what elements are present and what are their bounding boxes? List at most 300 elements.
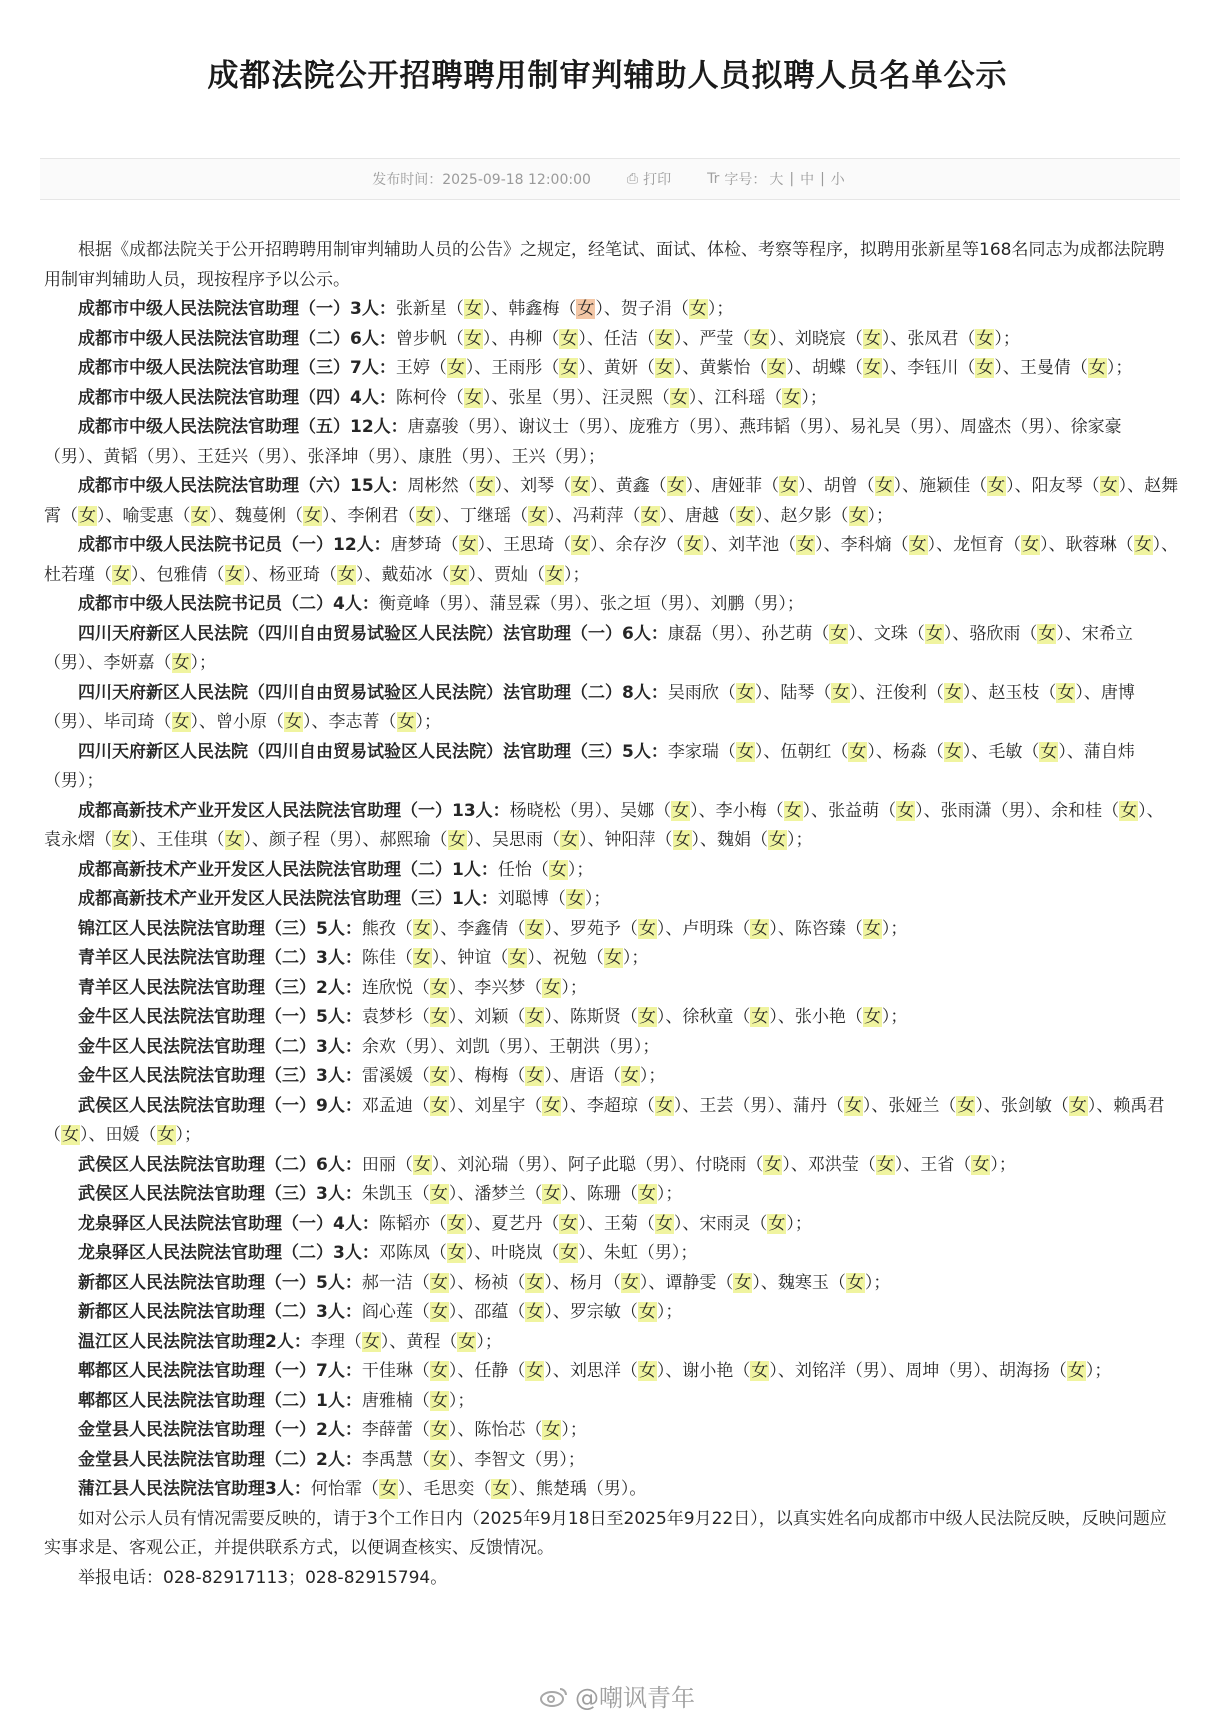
candidate-gender: 女 [769, 830, 786, 850]
candidate-name: 王兴 [511, 446, 546, 467]
candidate-gender: 女 [1100, 476, 1118, 496]
candidate-name: 赵舞霄 [44, 476, 1179, 526]
candidate-gender: 女 [846, 1272, 864, 1293]
candidate-gender: 女 [464, 299, 482, 319]
candidate-name: 冯莉萍 [572, 505, 624, 526]
court-position: 金堂县人民法院法官助理（二）2人： [78, 1449, 362, 1470]
candidate-gender: 女 [638, 1184, 656, 1204]
court-position: 四川天府新区人民法院（四川自由贸易试验区人民法院）法官助理（三）5人： [78, 741, 668, 762]
candidate-gender: 女 [751, 1007, 769, 1027]
court-position: 青羊区人民法院法官助理（二）3人： [78, 948, 362, 968]
candidate-name: 钟谊 [457, 948, 492, 968]
candidate-gender: 女 [572, 535, 590, 555]
candidate-gender: 女 [304, 505, 321, 526]
court-group: 金堂县人民法院法官助理（一）2人：李薛蕾（女）、陈怡芯（女）； [78, 1420, 587, 1440]
candidate-name: 李鑫倩 [457, 918, 509, 939]
candidate-gender: 女 [79, 505, 96, 526]
candidate-name: 郝一洁 [361, 1272, 413, 1293]
candidate-name: 周坤 [905, 1361, 940, 1381]
candidate-name: 陈怡芯 [474, 1420, 526, 1440]
candidate-name: 刘晓宸 [794, 328, 846, 349]
candidate-name: 王省 [920, 1154, 955, 1175]
candidate-gender: 女 [638, 918, 656, 939]
candidate-name: 黄程 [406, 1331, 441, 1352]
candidate-gender: 女 [430, 1449, 448, 1470]
candidate-name: 连欣悦 [361, 977, 413, 998]
candidate-name: 骆欣雨 [969, 623, 1021, 644]
candidate-gender: 女 [655, 1095, 673, 1116]
candidate-gender: 女 [338, 564, 355, 585]
candidate-gender: 女 [566, 889, 584, 909]
intro-paragraph: 根据《成都法院关于公开招聘聘用制审判辅助人员的公告》之规定，经笔试、面试、体检、考察等程序，拟聘用张新星等168名同志为成都法院聘用制审判辅助人员，现按程序予以公示。 [44, 240, 1165, 290]
court-group: 四川天府新区人民法院（四川自由贸易试验区人民法院）法官助理（一）6人：康磊（男）、孙艺萌（女）、文珠（女）、骆欣雨（女）、宋希立（男）、李妍嘉（女）； [44, 623, 1133, 673]
court-position: 青羊区人民法院法官助理（三）2人： [78, 977, 362, 998]
candidate-gender: 男 [718, 623, 736, 644]
font-size-small[interactable]: 小 [830, 172, 845, 188]
candidate-name: 张益萌 [828, 800, 880, 821]
candidate-name: 施颖佳 [919, 476, 971, 496]
candidate-name: 黄韬 [103, 446, 138, 467]
court-group: 四川天府新区人民法院（四川自由贸易试验区人民法院）法官助理（二）8人：吴雨欣（女）、陆琴（女）、汪俊利（女）、赵玉枝（女）、唐博（男）、毕司琦（女）、曾小原（女）、李志菁（女）； [44, 682, 1135, 732]
article-body [44, 236, 1180, 1593]
court-group: 成都市中级人民法院法官助理（五）12人：唐嘉骏（男）、谢议士（男）、庞雅方（男）、燕玮韬（男）、易礼昊（男）、周盛杰（男）、徐家豪（男）、黄韬（男）、王廷兴（男）、张泽坤（男）、康胜（男）、王兴（男）； [44, 417, 1122, 467]
font-size-medium[interactable]: 中 [800, 172, 815, 188]
candidate-gender: 女 [464, 387, 482, 408]
court-position: 温江区人民法院法官助理2人： [78, 1331, 311, 1352]
candidate-name: 谭静雯 [665, 1272, 717, 1293]
candidate-gender: 女 [1088, 358, 1106, 378]
court-group: 新都区人民法院法官助理（二）3人：阎心莲（女）、邵蕴（女）、罗宗敏（女）； [78, 1302, 683, 1322]
candidate-gender: 女 [863, 1007, 881, 1027]
court-group: 武侯区人民法院法官助理（三）3人：朱凯玉（女）、潘梦兰（女）、陈珊（女）； [78, 1184, 683, 1204]
candidate-gender: 女 [909, 535, 927, 555]
candidate-name: 王思琦 [503, 535, 555, 555]
candidate-gender: 男 [616, 1036, 634, 1057]
candidate-gender: 女 [225, 830, 243, 850]
font-size-separator: | [820, 171, 825, 187]
candidate-name: 刘鹏 [710, 594, 745, 614]
candidate-gender: 男 [807, 417, 825, 437]
candidate-gender: 女 [1069, 1095, 1087, 1116]
candidate-gender: 女 [768, 1213, 786, 1234]
candidate-name: 冉柳 [508, 328, 543, 349]
candidate-name: 罗宗敏 [569, 1302, 621, 1322]
candidate-name: 邵蕴 [474, 1302, 509, 1322]
article-meta-bar [40, 158, 1180, 200]
candidate-name: 李兴梦 [474, 977, 526, 998]
candidate-name: 包雅倩 [156, 564, 208, 585]
candidate-gender: 女 [509, 948, 527, 968]
candidate-name: 毛敏 [988, 741, 1023, 762]
candidate-name: 汪灵熙 [601, 387, 653, 408]
candidate-gender: 女 [430, 1272, 448, 1293]
court-group: 新都区人民法院法官助理（一）5人：郝一洁（女）、杨祯（女）、杨月（女）、谭静雯（女）、魏寒玉（女）； [78, 1272, 891, 1293]
court-position: 龙泉驿区人民法院法官助理（一）4人： [78, 1213, 379, 1234]
candidate-name: 胡曾 [823, 476, 858, 496]
candidate-name: 江科瑶 [714, 387, 766, 408]
candidate-gender: 男 [586, 417, 604, 437]
candidate-gender: 女 [430, 1420, 448, 1440]
candidate-gender: 女 [157, 1125, 175, 1145]
court-group: 成都市中级人民法院书记员（一）12人：唐梦琦（女）、王思琦（女）、余存汐（女）、刘芊池（女）、李科熵（女）、龙恒育（女）、耿蓉琳（女）、杜若瑾（女）、包雅倩（女）、杨亚琦（女）、戴茹冰（女）、贾灿（女）； [44, 535, 1179, 585]
candidate-name: 赵夕影 [780, 505, 832, 526]
font-size-large[interactable]: 大 [769, 172, 784, 188]
candidate-gender: 女 [751, 328, 769, 349]
candidate-name: 杜若瑾 [44, 564, 95, 585]
candidate-name: 张泽坤 [307, 446, 359, 467]
candidate-gender: 女 [430, 1390, 448, 1411]
candidate-gender: 女 [362, 1331, 380, 1352]
candidate-gender: 女 [638, 1302, 656, 1322]
candidate-name: 刘星宇 [474, 1095, 526, 1116]
candidate-name: 陈斯贤 [569, 1007, 621, 1027]
candidate-name: 徐秋童 [682, 1007, 734, 1027]
candidate-gender: 男 [917, 417, 935, 437]
court-position: 龙泉驿区人民法院法官助理（二）3人： [78, 1243, 379, 1263]
candidate-name: 康磊 [667, 623, 702, 644]
candidate-name: 王婷 [395, 358, 430, 378]
candidate-gender: 男 [654, 1243, 672, 1263]
candidate-gender: 女 [863, 918, 881, 939]
candidate-name: 刘思洋 [569, 1361, 621, 1381]
candidate-name: 阿子此聪 [567, 1154, 636, 1175]
candidate-gender: 女 [751, 918, 769, 939]
candidate-gender: 男 [154, 446, 172, 467]
court-position: 四川天府新区人民法院（四川自由贸易试验区人民法院）法官助理（一）6人： [78, 623, 668, 644]
court-group: 青羊区人民法院法官助理（二）3人：陈佳（女）、钟谊（女）、祝勉（女）； [78, 948, 649, 968]
candidate-name: 吴娜 [620, 800, 655, 821]
candidate-gender: 女 [944, 741, 962, 762]
court-position: 金牛区人民法院法官助理（三）3人： [78, 1066, 362, 1086]
candidate-gender: 女 [285, 712, 302, 732]
court-group: 龙泉驿区人民法院法官助理（一）4人：陈韬亦（女）、夏艺丹（女）、王菊（女）、宋雨灵（女）； [78, 1213, 812, 1234]
court-position: 武侯区人民法院法官助理（三）3人： [78, 1184, 362, 1204]
candidate-name: 吴思雨 [492, 830, 543, 850]
candidate-gender: 女 [751, 1361, 769, 1381]
print-label: 打印 [643, 172, 672, 188]
candidate-name: 庞雅方 [628, 417, 680, 437]
candidate-gender: 女 [476, 476, 494, 496]
court-group: 成都高新技术产业开发区人民法院法官助理（一）13人：杨晓松（男）、吴娜（女）、李小梅（女）、张益萌（女）、张雨潇（男）、余和桂（女）、袁永熠（女）、王佳琪（女）、颜子程（男）、郝熙瑜（女）、吴思雨（女）、钟阳萍（女）、魏娟（女）； [44, 800, 1164, 850]
watermark-text: @嘲讽青年 [575, 1684, 695, 1712]
court-position: 新都区人民法院法官助理（二）3人： [78, 1302, 362, 1322]
candidate-gender: 女 [430, 1007, 448, 1027]
candidate-gender: 女 [413, 1154, 431, 1175]
candidate-name: 邓洪莹 [807, 1154, 859, 1175]
candidate-name: 李家瑞 [667, 741, 719, 762]
candidate-name: 韩鑫梅 [508, 299, 560, 319]
court-position: 金牛区人民法院法官助理（一）5人： [78, 1007, 362, 1027]
candidate-name: 夏艺丹 [491, 1213, 543, 1234]
candidate-name: 田丽 [361, 1154, 396, 1175]
candidate-name: 王曼倩 [1019, 358, 1071, 378]
candidate-name: 文珠 [873, 623, 908, 644]
candidate-gender: 女 [572, 476, 590, 496]
candidate-name: 李妍嘉 [103, 653, 155, 673]
candidate-gender: 女 [560, 1243, 578, 1263]
candidate-gender: 女 [673, 830, 691, 850]
candidate-name: 魏娟 [717, 830, 751, 850]
candidate-gender: 女 [458, 1331, 476, 1352]
court-group: 成都市中级人民法院法官助理（六）15人：周彬然（女）、刘琴（女）、黄鑫（女）、唐娅菲（女）、胡曾（女）、施颖佳（女）、阳友琴（女）、赵舞霄（女）、喻雯惠（女）、魏蔓俐（女）、李俐君（女）、丁继瑶（女）、冯莉萍（女）、唐越（女）、赵夕影（女）； [44, 476, 1179, 526]
candidate-name: 易礼昊 [849, 417, 901, 437]
candidate-gender: 女 [944, 682, 962, 703]
candidate-gender: 女 [638, 1361, 656, 1381]
court-group: 成都市中级人民法院书记员（二）4人：衡竟峰（男）、蒲昱霖（男）、张之垣（男）、刘鹏（男）； [78, 594, 804, 614]
weibo-icon [539, 1685, 569, 1707]
candidate-gender: 女 [780, 476, 798, 496]
court-position: 成都市中级人民法院法官助理（四）4人： [78, 387, 396, 408]
candidate-gender: 女 [561, 830, 578, 850]
court-position: 成都市中级人民法院法官助理（二）6人： [78, 328, 396, 349]
notice-paragraph: 如对公示人员有情况需要反映的，请于3个工作日内（2025年9月18日至2025年9月22日），以真实姓名向成都市中级人民法院反映，反映问题应实事求是、客观公正，并提供联系方式，以便调查核实、反馈情况。 [44, 1508, 1167, 1558]
hotline-paragraph: 举报电话：028-82917113；028-82915794。 [78, 1567, 448, 1588]
candidate-gender: 男 [446, 594, 464, 614]
candidate-gender: 男 [61, 653, 78, 673]
court-group: 青羊区人民法院法官助理（三）2人：连欣悦（女）、李兴梦（女）； [78, 977, 587, 998]
court-position: 成都市中级人民法院法官助理（六）15人： [78, 476, 408, 496]
candidate-gender: 男 [667, 594, 685, 614]
candidate-gender: 男 [337, 830, 354, 850]
candidate-gender: 男 [412, 1036, 430, 1057]
print-button[interactable] [627, 169, 671, 189]
candidate-gender: 女 [543, 977, 561, 998]
candidate-gender: 女 [972, 1154, 990, 1175]
candidate-gender: 女 [736, 682, 754, 703]
candidate-name: 李科熵 [840, 535, 892, 555]
candidate-gender: 女 [560, 1213, 578, 1234]
candidate-gender: 女 [1134, 535, 1152, 555]
candidate-name: 李禹慧 [361, 1449, 413, 1470]
candidate-name: 陈咨臻 [794, 918, 846, 939]
court-group: 郫都区人民法院法官助理（二）1人：唐雅楠（女）； [78, 1390, 475, 1411]
candidate-name: 毛思奕 [423, 1479, 475, 1499]
candidate-name: 叶晓岚 [491, 1243, 543, 1263]
candidate-gender: 女 [577, 299, 595, 319]
candidate-name: 祝勉 [552, 948, 587, 968]
candidate-gender: 女 [397, 712, 415, 732]
candidate-gender: 女 [546, 564, 563, 585]
candidate-gender: 女 [734, 1272, 752, 1293]
candidate-name: 宋希立 [1081, 623, 1133, 644]
candidate-name: 杨祯 [474, 1272, 509, 1293]
candidate-name: 谢议士 [518, 417, 570, 437]
candidate-gender: 女 [638, 1007, 656, 1027]
candidate-name: 康胜 [418, 446, 452, 467]
candidate-gender: 女 [1057, 682, 1075, 703]
candidate-name: 吴雨欣 [667, 682, 719, 703]
candidate-gender: 男 [557, 594, 575, 614]
candidate-name: 曾小原 [216, 712, 267, 732]
page-title: 成都法院公开招聘聘用制审判辅助人员拟聘人员名单公示 [207, 58, 1008, 94]
candidate-name: 李超琼 [586, 1095, 638, 1116]
court-position: 成都市中级人民法院书记员（二）4人： [78, 594, 379, 614]
candidate-name: 刘芊池 [728, 535, 780, 555]
candidate-name: 颜子程 [269, 830, 320, 850]
candidate-name: 唐博 [1100, 682, 1135, 703]
court-position: 郫都区人民法院法官助理（二）1人： [78, 1390, 362, 1411]
candidate-name: 熊孜 [361, 918, 396, 939]
candidate-name: 曾步帆 [395, 328, 447, 349]
candidate-name: 袁梦杉 [361, 1007, 413, 1027]
candidate-name: 干佳琳 [361, 1361, 413, 1381]
candidate-name: 袁永熠 [44, 830, 95, 850]
candidate-gender: 女 [430, 1066, 448, 1086]
candidate-gender: 女 [670, 387, 688, 408]
candidate-name: 杨月 [569, 1272, 604, 1293]
candidate-name: 魏寒玉 [777, 1272, 829, 1293]
candidate-name: 戴茹冰 [381, 564, 433, 585]
candidate-gender: 女 [849, 505, 867, 526]
candidate-name: 梅梅 [474, 1066, 509, 1086]
candidate-gender: 男 [559, 387, 577, 408]
candidate-name: 胡海扬 [998, 1361, 1050, 1381]
candidate-gender: 女 [764, 1154, 782, 1175]
candidate-name: 邓孟迪 [361, 1095, 413, 1116]
candidate-gender: 女 [832, 682, 850, 703]
candidate-name: 钟阳萍 [604, 830, 656, 850]
candidate-gender: 男 [525, 1154, 543, 1175]
candidate-gender: 女 [830, 623, 848, 644]
candidate-name: 张娅兰 [888, 1095, 940, 1116]
candidate-gender: 女 [768, 358, 786, 378]
candidate-gender: 女 [464, 328, 482, 349]
candidate-name: 赵玉枝 [988, 682, 1040, 703]
candidate-name: 张新星 [395, 299, 447, 319]
court-group: 成都市中级人民法院法官助理（一）3人：张新星（女）、韩鑫梅（女）、贺子涓（女）； [78, 299, 734, 319]
candidate-gender: 女 [689, 299, 707, 319]
court-position: 成都高新技术产业开发区人民法院法官助理（二）1人： [78, 859, 498, 880]
candidate-name: 龙恒育 [953, 535, 1005, 555]
court-group: 成都市中级人民法院法官助理（三）7人：王婷（女）、王雨彤（女）、黄妍（女）、黄紫怡（女）、胡蝶（女）、李钰川（女）、王曼倩（女）； [78, 358, 1133, 378]
candidate-name: 田媛 [105, 1125, 140, 1145]
candidate-name: 李薛蕾 [361, 1420, 413, 1440]
candidate-name: 徐家豪 [1070, 417, 1122, 437]
candidate-gender: 男 [61, 771, 78, 791]
candidate-gender: 女 [543, 1095, 561, 1116]
candidate-name: 张凤君 [907, 328, 959, 349]
publish-time: 发布时间：2025-09-18 12:00:00 [372, 172, 591, 188]
candidate-gender: 女 [957, 1095, 975, 1116]
candidate-gender: 女 [413, 918, 431, 939]
candidate-gender: 女 [875, 476, 893, 496]
candidate-gender: 女 [113, 564, 130, 585]
candidate-name: 蒲自炜 [1083, 741, 1135, 762]
candidate-gender: 女 [450, 564, 468, 585]
candidate-gender: 女 [621, 1066, 639, 1086]
candidate-gender: 女 [863, 328, 881, 349]
candidate-gender: 男 [375, 446, 393, 467]
candidate-gender: 女 [526, 1361, 544, 1381]
candidate-gender: 男 [475, 417, 493, 437]
candidate-name: 余欢 [361, 1036, 396, 1057]
candidate-name: 刘沁瑞 [457, 1154, 509, 1175]
candidate-name: 张剑敏 [1000, 1095, 1052, 1116]
candidate-gender: 女 [430, 1184, 448, 1204]
candidate-gender: 女 [784, 800, 802, 821]
candidate-gender: 女 [863, 358, 881, 378]
candidate-gender: 男 [652, 1154, 670, 1175]
court-position: 金牛区人民法院法官助理（二）3人： [78, 1036, 362, 1057]
candidate-gender: 男 [542, 1449, 560, 1470]
candidate-gender: 女 [844, 1095, 862, 1116]
court-position: 成都市中级人民法院法官助理（三）7人： [78, 358, 396, 378]
candidate-gender: 男 [696, 417, 714, 437]
court-position: 武侯区人民法院法官助理（一）9人： [78, 1095, 362, 1116]
court-group: 成都高新技术产业开发区人民法院法官助理（三）1人：刘聪博（女）； [78, 889, 611, 909]
candidate-gender: 女 [543, 1420, 561, 1440]
candidate-gender: 女 [191, 505, 209, 526]
court-group: 四川天府新区人民法院（四川自由贸易试验区人民法院）法官助理（三）5人：李家瑞（女）、伍朝红（女）、杨淼（女）、毛敏（女）、蒲自炜（男）； [44, 741, 1135, 791]
candidate-gender: 男 [506, 1036, 524, 1057]
candidate-gender: 女 [897, 800, 915, 821]
candidate-gender: 女 [976, 328, 994, 349]
candidate-name: 魏蔓俐 [235, 505, 286, 526]
candidate-gender: 男 [750, 1095, 768, 1116]
candidate-gender: 女 [736, 741, 754, 762]
candidate-name: 刘聪博 [497, 889, 549, 909]
candidate-name: 唐娅菲 [711, 476, 763, 496]
candidate-name: 王廷兴 [197, 446, 248, 467]
candidate-name: 罗苑予 [569, 918, 621, 939]
court-position: 成都高新技术产业开发区人民法院法官助理（一）13人： [78, 800, 510, 821]
candidate-gender: 女 [655, 1213, 673, 1234]
court-group: 金堂县人民法院法官助理（二）2人：李禹慧（女）、李智文（男）； [78, 1449, 585, 1470]
candidate-gender: 男 [1008, 800, 1026, 821]
candidate-name: 陈韬亦 [378, 1213, 430, 1234]
candidate-name: 任静 [474, 1361, 509, 1381]
candidate-name: 燕玮韬 [739, 417, 791, 437]
candidate-name: 任怡 [497, 859, 532, 880]
court-position: 金堂县人民法院法官助理（一）2人： [78, 1420, 362, 1440]
candidate-name: 张星 [508, 387, 543, 408]
candidate-name: 何怡霏 [310, 1479, 362, 1499]
candidate-gender: 女 [526, 1007, 544, 1027]
candidate-gender: 女 [876, 1154, 894, 1175]
candidate-gender: 女 [430, 1095, 448, 1116]
court-position: 新都区人民法院法官助理（一）5人： [78, 1272, 362, 1293]
candidate-name: 李俐君 [347, 505, 399, 526]
candidate-name: 杨晓松 [509, 800, 561, 821]
candidate-name: 朱虹 [603, 1243, 638, 1263]
candidate-name: 王菊 [603, 1213, 638, 1234]
candidate-name: 李智文 [474, 1449, 526, 1470]
court-group: 蒲江县人民法院法官助理3人：何怡霏（女）、毛思奕（女）、熊楚瑀（男）。 [78, 1479, 647, 1499]
candidate-name: 周彬然 [407, 476, 459, 496]
candidate-gender: 女 [1067, 1361, 1085, 1381]
candidate-gender: 男 [1028, 417, 1046, 437]
court-position: 成都市中级人民法院法官助理（五）12人： [78, 417, 408, 437]
candidate-gender: 女 [447, 1213, 465, 1234]
font-size-label: 字号： [724, 172, 767, 188]
court-position: 成都市中级人民法院法官助理（一）3人： [78, 299, 396, 319]
candidate-name: 潘梦兰 [474, 1184, 526, 1204]
candidate-name: 任洁 [603, 328, 638, 349]
candidate-name: 黄鑫 [615, 476, 650, 496]
candidate-gender: 女 [783, 387, 801, 408]
candidate-gender: 女 [526, 918, 544, 939]
candidate-gender: 男 [562, 446, 580, 467]
candidate-name: 孙艺萌 [761, 623, 813, 644]
candidate-name: 陈柯伶 [395, 387, 447, 408]
candidate-gender: 女 [560, 328, 578, 349]
court-position: 蒲江县人民法院法官助理3人： [78, 1479, 311, 1499]
candidate-gender: 女 [988, 476, 1006, 496]
candidate-name: 熊楚瑀 [535, 1479, 587, 1499]
candidate-name: 李理 [310, 1331, 345, 1352]
candidate-gender: 男 [577, 800, 595, 821]
court-group: 温江区人民法院法官助理2人：李理（女）、黄程（女）； [78, 1331, 502, 1352]
